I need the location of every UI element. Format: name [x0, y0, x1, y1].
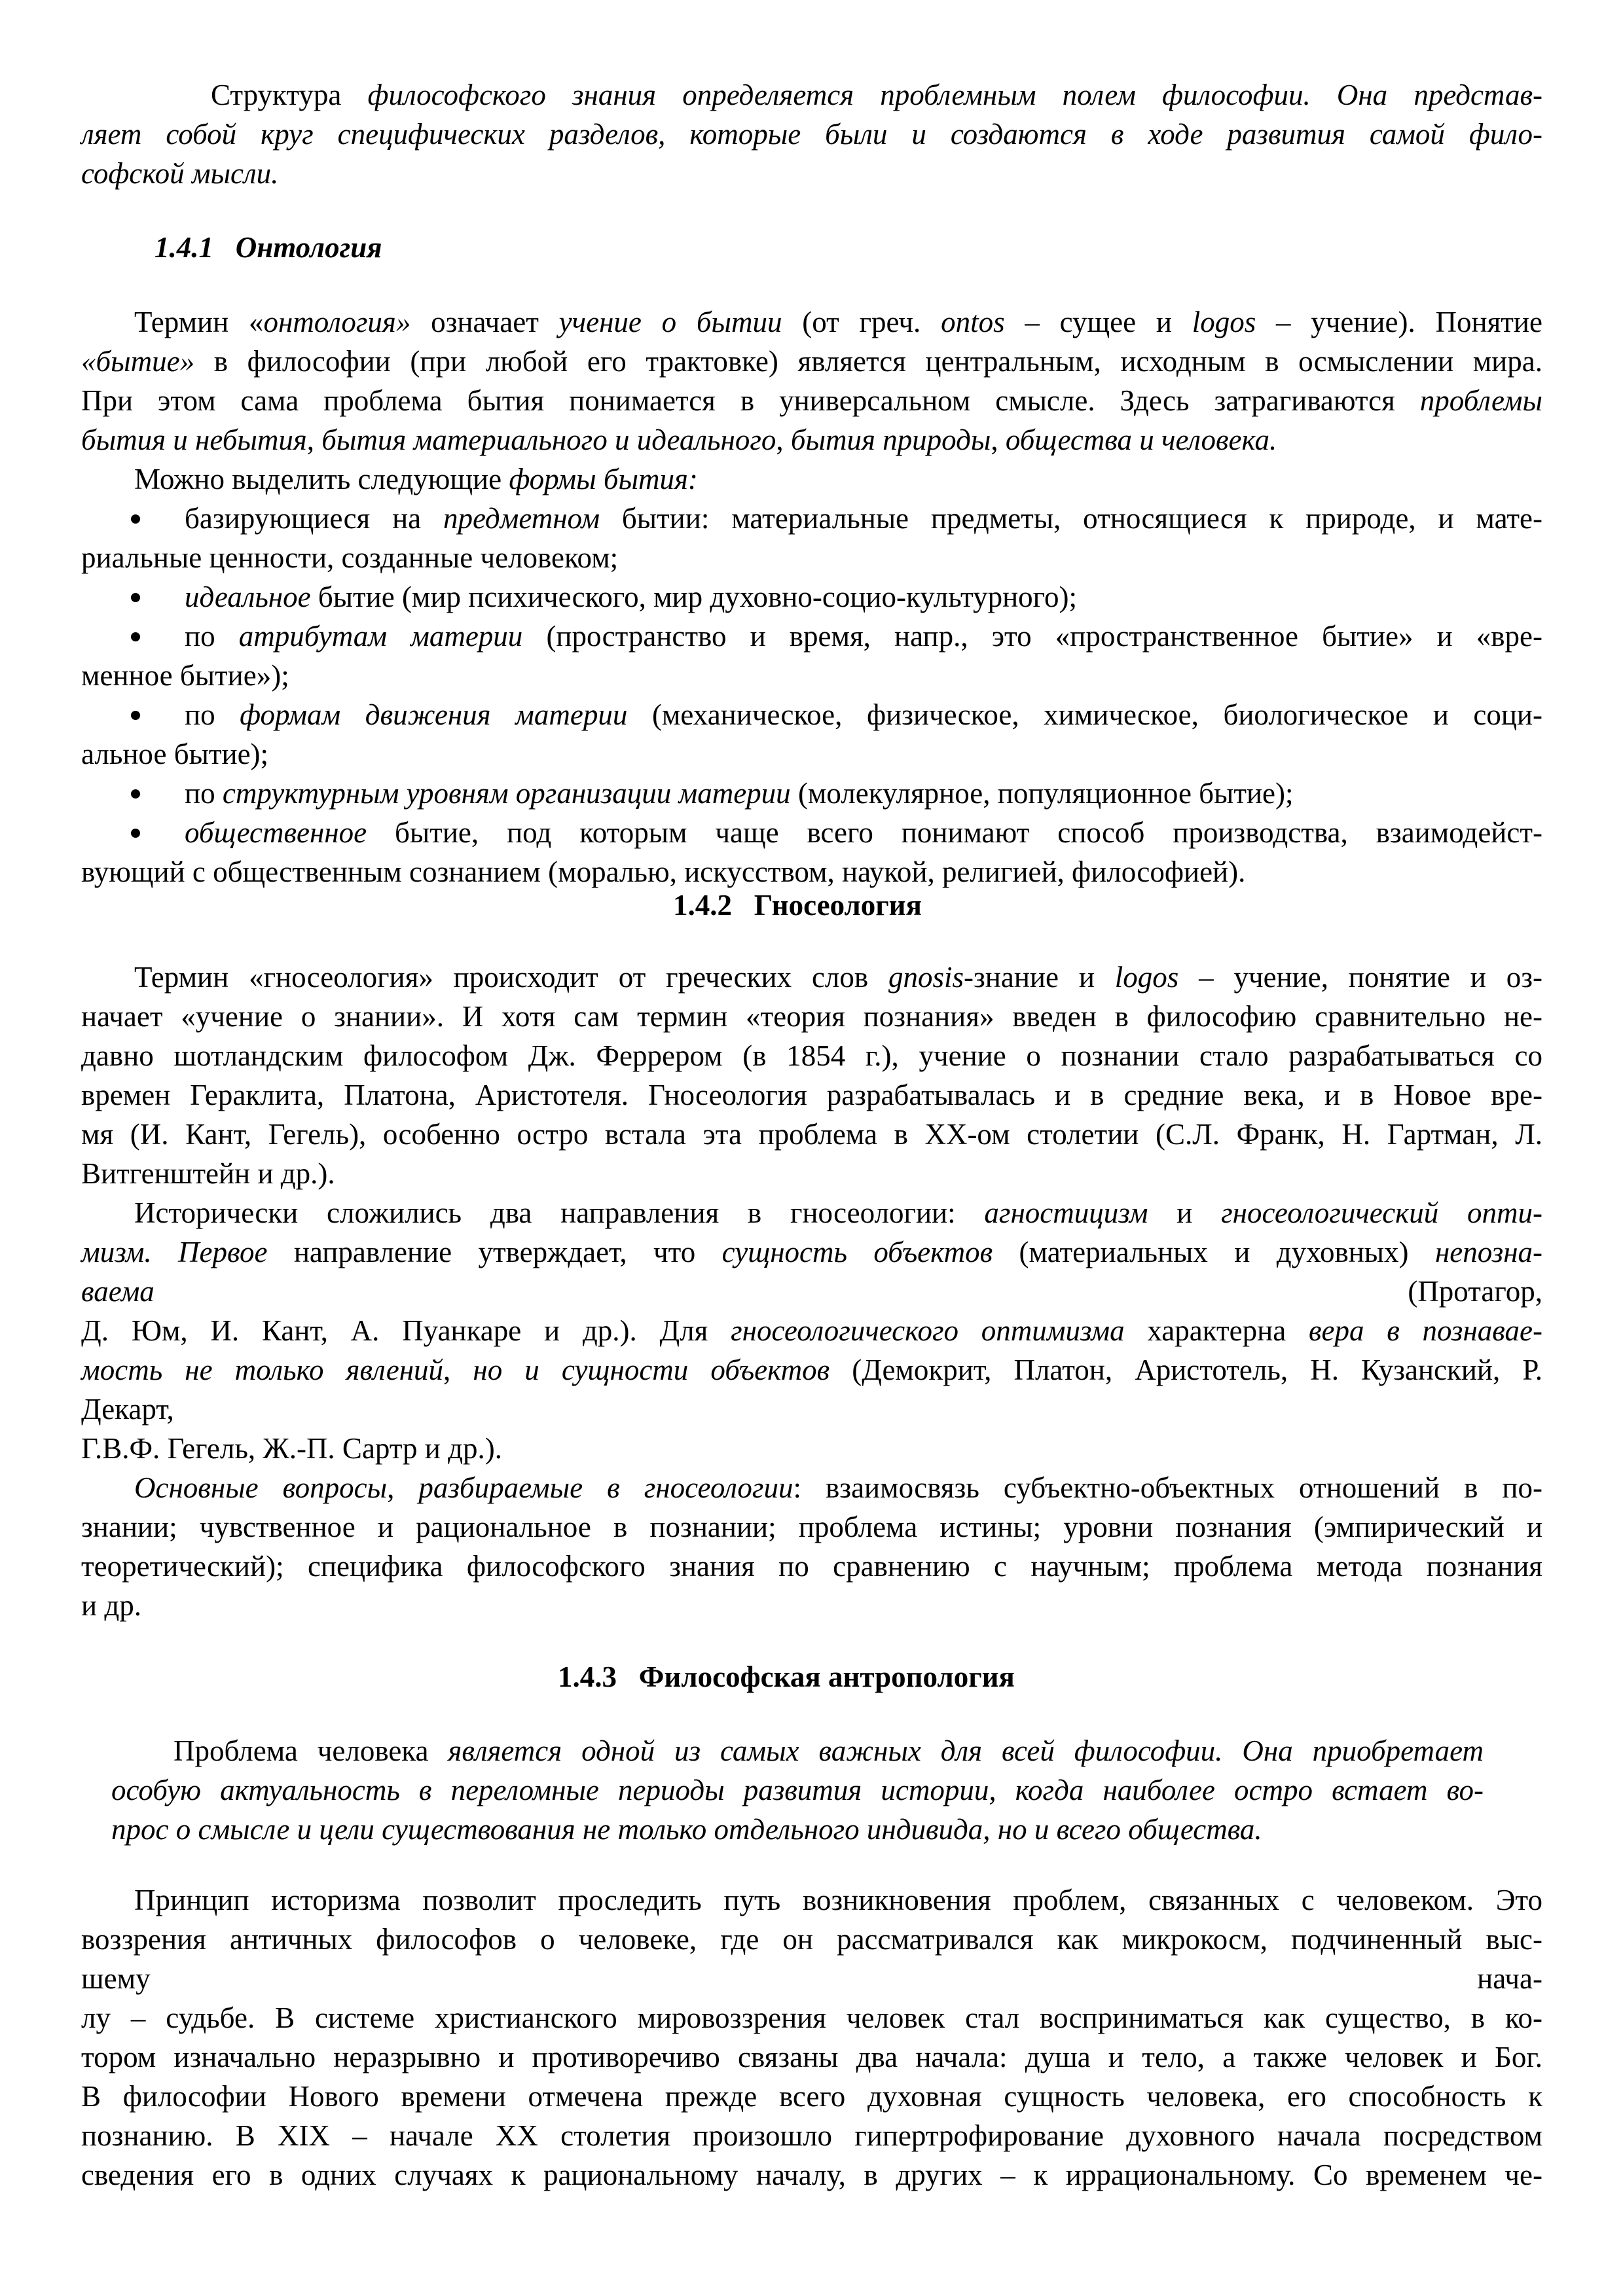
anthropology-line: тором изначально неразрывно и противоречиво связаны два начала: душа и тело, а также человек и Бог. — [81, 2041, 1542, 2073]
gnoseology-line: Исторически сложились два направления в гносеологии: агностицизм и гносеологический опти- — [134, 1196, 1542, 1229]
bullet-icon — [131, 829, 140, 838]
gnoseology-line: Г.В.Ф. Гегель, Ж.-П. Сартр и др.). — [81, 1432, 503, 1465]
ontology-line: бытия и небытия, бытия материального и идеального, бытия природы, общества и человека. — [81, 423, 1277, 456]
gnoseology-line: знании; чувственное и рациональное в познании; проблема истины; уровни познания (эмпирический и — [81, 1511, 1542, 1543]
ontology-line: Можно выделить следующие формы бытия: — [134, 463, 698, 495]
bullet-icon — [131, 789, 140, 798]
bullet-icon — [131, 711, 140, 720]
gnoseology-line: мизм. Первое направление утверждает, что сущность объектов (материальных и духовных) непозна- — [81, 1236, 1543, 1268]
section-heading-gnoseology: 1.4.2 Гносеология — [673, 889, 922, 922]
gnoseology-line: Витгенштейн и др.). — [81, 1157, 335, 1190]
section-heading-anthropology: 1.4.3 Философская антропология — [558, 1660, 1015, 1693]
anthropology-intro-line: особую актуальность в переломные периоды развития истории, когда наиболее остро встает во- — [111, 1774, 1484, 1806]
gnoseology-line: мость не только явлений, но и сущности объектов (Демокрит, Платон, Аристотель, Н. Кузанский, Р. — [81, 1354, 1542, 1386]
anthropology-line: воззрения античных философов о человеке, где он рассматривался как микрокосм, подчиненный выс- — [81, 1923, 1542, 1956]
bullet-icon — [131, 632, 140, 641]
gnoseology-line: ваема — [81, 1275, 155, 1308]
gnoseology-line: (Протагор, — [1408, 1275, 1542, 1308]
gnoseology-line: теоретический); специфика философского знания по сравнению с научным; проблема метода познания — [81, 1550, 1542, 1583]
list-item: альное бытие); — [81, 738, 269, 770]
anthropology-line: сведения его в одних случаях к рациональному началу, в других – к иррациональному. Со временем че- — [81, 2159, 1542, 2191]
anthropology-line: шему — [81, 1962, 151, 1995]
intro-line: ляет собой круг специфических разделов, которые были и создаются в ходе развития самой фило- — [81, 118, 1542, 151]
gnoseology-line: Декарт, — [81, 1393, 174, 1426]
ontology-line: Термин «онтология» означает учение о бытии (от греч. ontos – сущее и logos – учение). Понятие — [134, 306, 1542, 338]
ontology-line: При этом сама проблема бытия понимается в универсальном смысле. Здесь затрагиваются проблемы — [81, 384, 1542, 417]
anthropology-line: познанию. В XIX – начале XX столетия произошло гипертрофирование духовного начала посредством — [81, 2119, 1542, 2152]
anthropology-intro-line: Проблема человека является одной из самых важных для всей философии. Она приобретает — [173, 1734, 1484, 1767]
bullet-icon — [131, 593, 140, 602]
anthropology-intro-line: прос о смысле и цели существования не только отдельного индивида, но и всего общества. — [111, 1813, 1262, 1846]
ontology-line: «бытие» в философии (при любой его трактовке) является центральным, исходным в осмыслении мира. — [81, 345, 1542, 378]
anthropology-line: лу – судьбе. В системе христианского мировоззрения человек стал восприниматься как существо, в ко- — [81, 2001, 1542, 2034]
list-item: менное бытие»); — [81, 659, 289, 692]
list-item: идеальное бытие (мир психического, мир духовно-социо-культурного); — [185, 581, 1077, 613]
list-item: по структурным уровням организации материи (молекулярное, популяционное бытие); — [185, 777, 1294, 810]
gnoseology-line: и др. — [81, 1589, 141, 1622]
gnoseology-line: мя (И. Кант, Гегель), особенно остро встала эта проблема в ХХ-ом столетии (С.Л. Франк, Н. Гартман, Л. — [81, 1118, 1542, 1151]
list-item: вующий с общественным сознанием (моралью, искусством, наукой, религией, философией). — [81, 855, 1246, 888]
gnoseology-line: начает «учение о знании». И хотя сам термин «теория познания» введен в философию сравнительно не- — [81, 1000, 1542, 1033]
list-item: риальные ценности, созданные человеком; — [81, 541, 619, 574]
intro-line: софской мысли. — [81, 157, 279, 190]
section-heading-ontology: 1.4.1 Онтология — [155, 231, 382, 264]
anthropology-line: В философии Нового времени отмечена прежде всего духовная сущность человека, его способность к — [81, 2080, 1542, 2113]
gnoseology-line: Основные вопросы, разбираемые в гносеологии: взаимосвязь субъектно-объектных отношений в по- — [134, 1471, 1542, 1504]
gnoseology-line: давно шотландским философом Дж. Феррером (в 1854 г.), учение о познании стало разрабатываться со — [81, 1039, 1542, 1072]
gnoseology-line: времен Гераклита, Платона, Аристотеля. Гносеология разрабатывалась и в средние века, и в Новое вре- — [81, 1079, 1542, 1111]
gnoseology-line: Д. Юм, И. Кант, А. Пуанкаре и др.). Для гносеологического оптимизма характерна вера в познавае- — [81, 1314, 1542, 1347]
intro-line: Структура философского знания определяется проблемным полем философии. Она представ- — [211, 79, 1543, 111]
bullet-icon — [131, 514, 140, 524]
list-item: общественное бытие, под которым чаще всего понимают способ производства, взаимодейст- — [185, 816, 1542, 849]
anthropology-line: нача- — [1477, 1962, 1542, 1995]
list-item: по формам движения материи (механическое, физическое, химическое, биологическое и соци- — [185, 698, 1542, 731]
gnoseology-line: Термин «гносеология» происходит от греческих слов gnosis-знание и logos – учение, понятие и оз- — [134, 961, 1542, 994]
list-item: по атрибутам материи (пространство и время, напр., это «пространственное бытие» и «вре- — [185, 620, 1542, 653]
list-item: базирующиеся на предметном бытии: материальные предметы, относящиеся к природе, и мате- — [185, 502, 1543, 535]
anthropology-line: Принцип историзма позволит проследить путь возникновения проблем, связанных с человеком. Это — [134, 1884, 1542, 1916]
